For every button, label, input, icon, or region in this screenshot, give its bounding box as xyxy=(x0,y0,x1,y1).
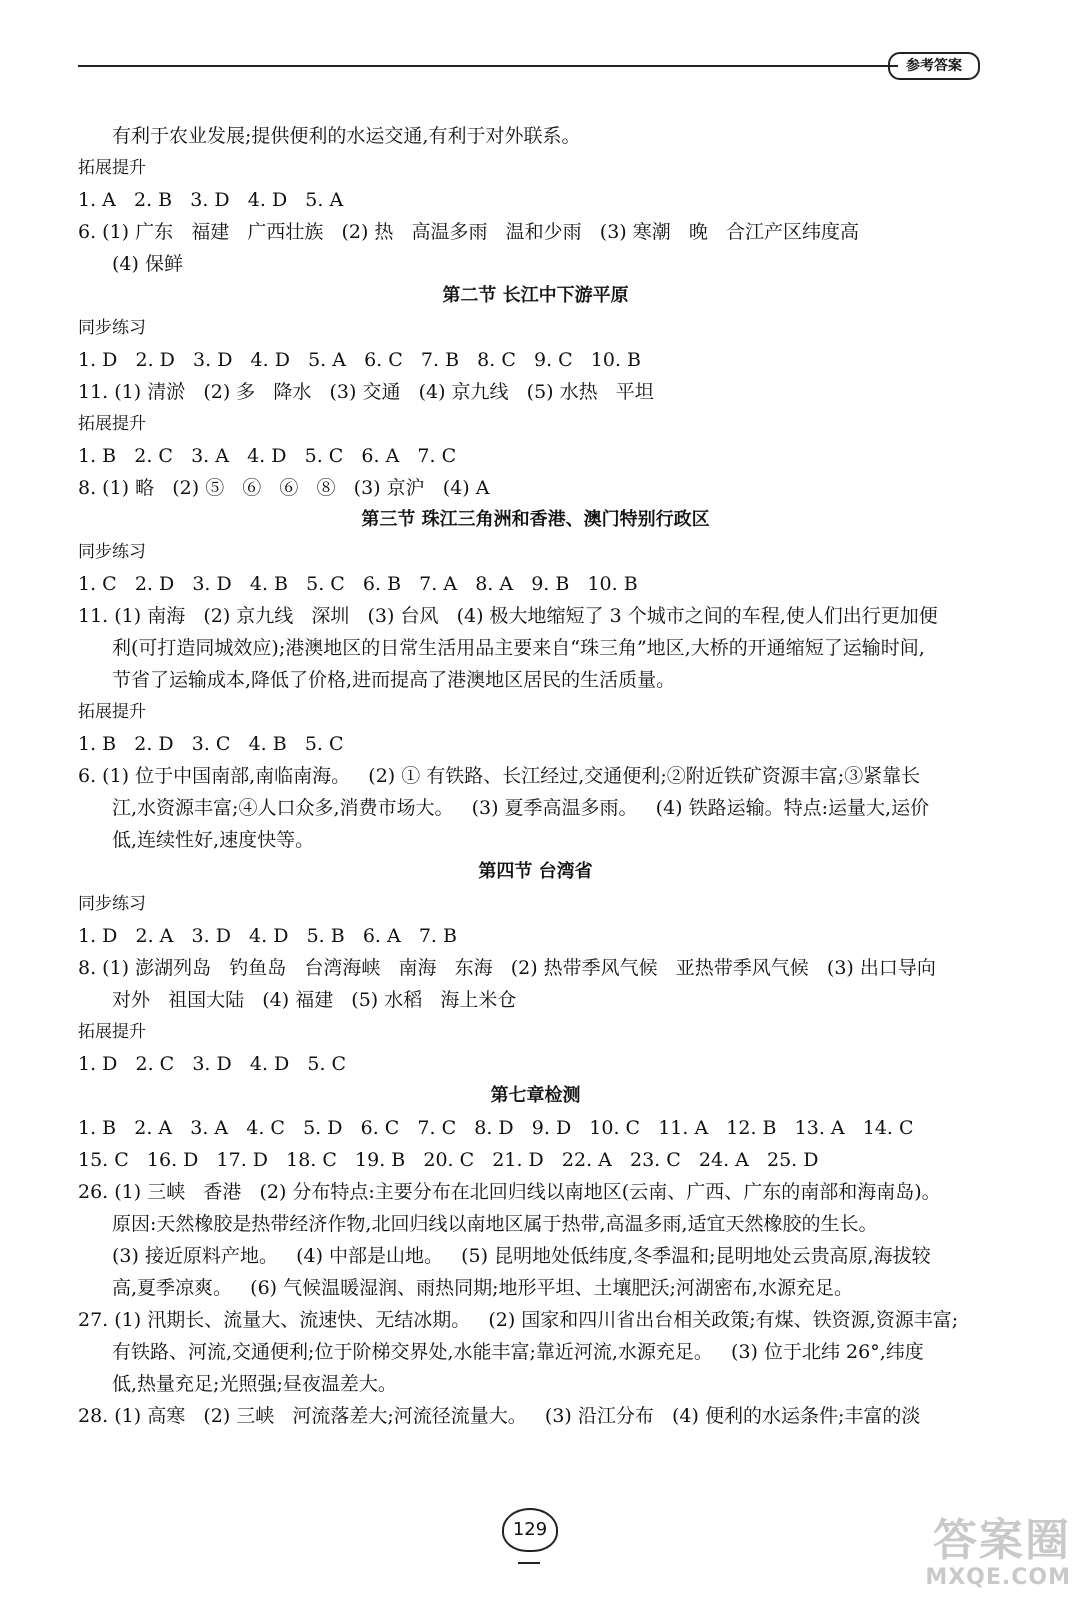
answer-line: 28. (1) 高寒 (2) 三峡 河流落差大;河流径流量大。 (3) 沿江分布 (4) 便利的水运条件;丰富的淡 xyxy=(78,1405,921,1427)
answer-line: 1. C 2. D 3. D 4. B 5. C 6. B 7. A 8. A 9. B 10. B xyxy=(78,573,638,595)
answer-line: 6. (1) 广东 福建 广西壮族 (2) 热 高温多雨 温和少雨 (3) 寒潮 晚 合江产区纬度高 xyxy=(78,221,859,243)
exercise-label: 拓展提升 xyxy=(78,1022,146,1042)
answer-line: 11. (1) 南海 (2) 京九线 深圳 (3) 台风 (4) 极大地缩短了 3 个城市之间的车程,使人们出行更加便 xyxy=(78,605,938,627)
answer-continuation: 江,水资源丰富;④人口众多,消费市场大。 (3) 夏季高温多雨。 (4) 铁路运输。特点:运量大,运价 xyxy=(112,797,930,819)
answer-line: 11. (1) 清淤 (2) 多 降水 (3) 交通 (4) 京九线 (5) 水热 平坦 xyxy=(78,381,654,403)
watermark xyxy=(925,1517,1071,1590)
section-title: 第七章检测 xyxy=(490,1085,581,1106)
exercise-label: 拓展提升 xyxy=(78,702,146,722)
page-number: 129 xyxy=(502,1508,558,1552)
answer-line: 1. B 2. D 3. C 4. B 5. C xyxy=(78,733,344,755)
answer-line: 1. A 2. B 3. D 4. D 5. A xyxy=(78,189,344,211)
answer-line: 8. (1) 澎湖列岛 钓鱼岛 台湾海峡 南海 东海 (2) 热带季风气候 亚热带季风气候 (3) 出口导向 xyxy=(78,957,936,979)
globe-stand-icon xyxy=(518,1552,540,1564)
answer-line: 1. B 2. A 3. A 4. C 5. D 6. C 7. C 8. D 9. D 10. C 11. A 12. B 13. A 14. C xyxy=(78,1117,914,1139)
watermark-url: MXQE.COM xyxy=(925,1565,1071,1590)
answer-line: 8. (1) 略 (2) ⑤ ⑥ ⑥ ⑧ (3) 京沪 (4) A xyxy=(78,477,490,499)
section-title: 第二节 长江中下游平原 xyxy=(442,285,629,306)
section-title: 第四节 台湾省 xyxy=(478,861,593,882)
answer-continuation: 低,连续性好,速度快等。 xyxy=(112,829,315,851)
answer-line: 27. (1) 汛期长、流量大、流速快、无结冰期。 (2) 国家和四川省出台相关政策;有煤、铁资源,资源丰富; xyxy=(78,1309,959,1331)
exercise-label: 拓展提升 xyxy=(78,158,146,178)
answer-continuation: 节省了运输成本,降低了价格,进而提高了港澳地区居民的生活质量。 xyxy=(112,669,676,691)
answer-continuation: 利(可打造同城效应);港澳地区的日常生活用品主要来自“珠三角”地区,大桥的开通缩短了运输时间, xyxy=(112,637,925,659)
section-title: 第三节 珠江三角洲和香港、澳门特别行政区 xyxy=(361,509,710,530)
exercise-label: 拓展提升 xyxy=(78,414,146,434)
answer-line: 15. C 16. D 17. D 18. C 19. B 20. C 21. D 22. A 23. C 24. A 25. D xyxy=(78,1149,819,1171)
answer-continuation: 低,热量充足;光照强;昼夜温差大。 xyxy=(112,1373,397,1395)
answer-continuation: 有利于农业发展;提供便利的水运交通,有利于对外联系。 xyxy=(112,125,581,147)
answer-continuation: (4) 保鲜 xyxy=(112,253,183,275)
exercise-label: 同步练习 xyxy=(78,894,146,914)
answer-line: 1. D 2. D 3. D 4. D 5. A 6. C 7. B 8. C 9. C 10. B xyxy=(78,349,642,371)
answer-continuation: 原因:天然橡胶是热带经济作物,北回归线以南地区属于热带,高温多雨,适宜天然橡胶的生长。 xyxy=(112,1213,878,1235)
answer-line: 6. (1) 位于中国南部,南临南海。 (2) ① 有铁路、长江经过,交通便利;②附近铁矿资源丰富;③紧靠长 xyxy=(78,765,921,787)
exercise-label: 同步练习 xyxy=(78,542,146,562)
exercise-label: 同步练习 xyxy=(78,318,146,338)
answer-content xyxy=(78,120,993,1432)
answer-line: 1. B 2. C 3. A 4. D 5. C 6. A 7. C xyxy=(78,445,457,467)
answer-continuation: (3) 接近原料产地。 (4) 中部是山地。 (5) 昆明地处低纬度,冬季温和;昆明地处云贵高原,海拔较 xyxy=(112,1245,931,1267)
answer-continuation: 对外 祖国大陆 (4) 福建 (5) 水稻 海上米仓 xyxy=(112,989,517,1011)
answer-continuation: 有铁路、河流,交通便利;位于阶梯交界处,水能丰富;靠近河流,水源充足。 (3) 位于北纬 26°,纬度 xyxy=(112,1341,924,1363)
answer-reference-tab: 参考答案 xyxy=(888,52,980,80)
answer-continuation: 高,夏季凉爽。 (6) 气候温暖湿润、雨热同期;地形平坦、土壤肥沃;河湖密布,水源充足。 xyxy=(112,1277,853,1299)
answer-line: 26. (1) 三峡 香港 (2) 分布特点:主要分布在北回归线以南地区(云南、广西、广东的南部和海南岛)。 xyxy=(78,1181,941,1203)
watermark-logo-text: 答案圈 xyxy=(933,1515,1071,1566)
answer-line: 1. D 2. A 3. D 4. D 5. B 6. A 7. B xyxy=(78,925,457,947)
header-rule xyxy=(78,65,898,67)
answer-line: 1. D 2. C 3. D 4. D 5. C xyxy=(78,1053,347,1075)
